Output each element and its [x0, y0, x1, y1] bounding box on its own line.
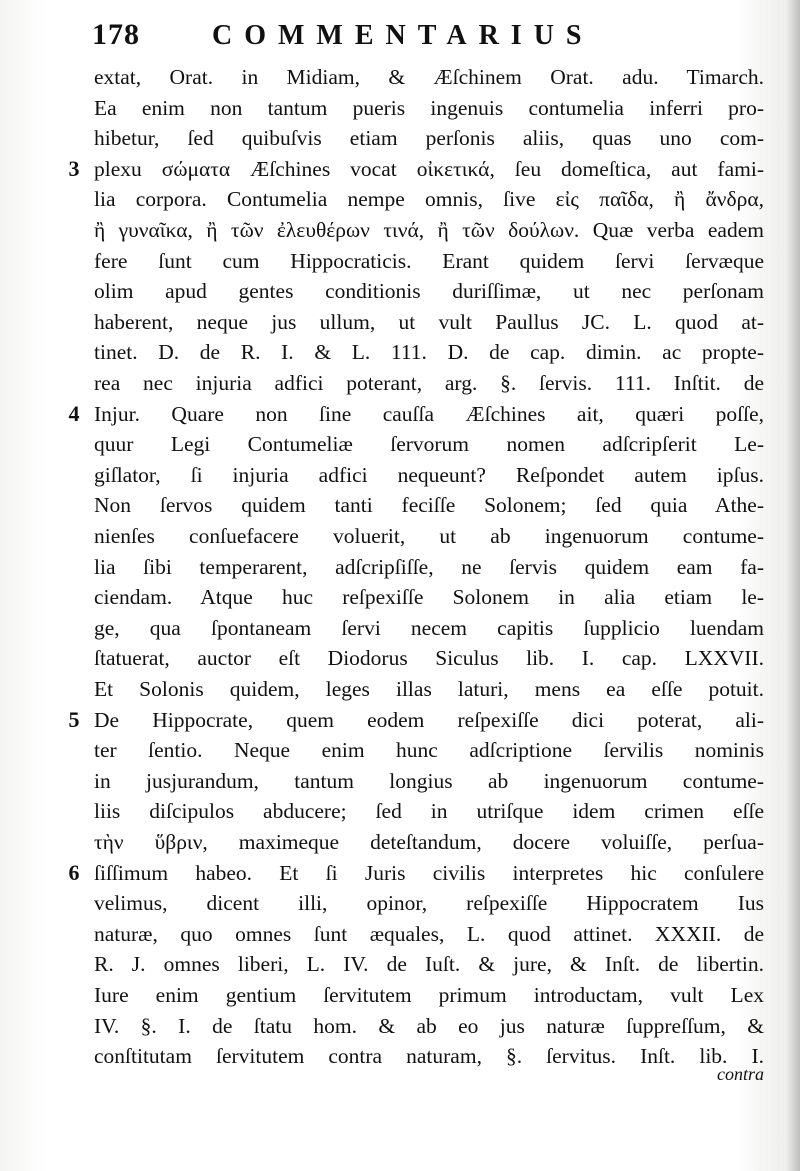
text-line: ſtatuerat, auctor eſt Diodorus Siculus lib. I. cap. LXXVII.	[94, 646, 764, 671]
text-line: olim apud gentes conditionis duriſſimæ, ut nec perſonam	[94, 279, 764, 304]
marginal-paragraph-number: 6	[68, 859, 80, 885]
text-line: giſlator, ſi injuria adfici nequeunt? Reſpondet autem ipſus.	[94, 462, 764, 487]
text-line: R. J. omnes liberi, L. IV. de Iuſt. & jure, & Inſt. de libertin.	[94, 952, 764, 977]
text-line: nienſes conſuefacere voluerit, ut ab ingenuorum contume-	[94, 524, 764, 548]
text-line: naturæ, quo omnes ſunt æquales, L. quod attinet. XXXII. de	[94, 921, 764, 946]
text-line: ge, qua ſpontaneam ſervi necem capitis ſupplicio luendam	[94, 615, 764, 640]
text-line: ciendam. Atque huc reſpexiſſe Solonem in alia etiam le-	[94, 585, 764, 610]
text-line: rea nec injuria adfici poterant, arg. §. ſervis. 111. Inſtit. de	[94, 371, 764, 395]
text-line: tinet. D. de R. I. & L. 111. D. de cap. dimin. ac propte-	[94, 340, 764, 365]
text-line: liis diſcipulos abducere; ſed in utriſque idem crimen eſſe	[94, 799, 764, 824]
running-title: COMMENTARIUS	[212, 20, 594, 51]
text-line: hibetur, ſed quibuſvis etiam perſonis aliis, quas uno com-	[94, 126, 764, 151]
text-line: lia corpora. Contumelia nempe omnis, ſive εἰς παῖδα, ἢ ἄνδρα,	[94, 187, 764, 212]
text-line: lia ſibi temperarent, adſcripſiſſe, ne ſervis quidem eam fa-	[94, 554, 764, 579]
text-line: ter ſentio. Neque enim hunc adſcriptione ſervilis nominis	[94, 738, 764, 763]
marginal-paragraph-number: 3	[68, 155, 80, 181]
gutter-shadow	[786, 0, 800, 1171]
page-number: 178	[92, 18, 140, 51]
text-line: IV. §. I. de ſtatu hom. & ab eo jus naturæ ſuppreſſum, &	[94, 1013, 764, 1038]
text-line: Ea enim non tantum pueris ingenuis contumelia inferri pro-	[94, 95, 764, 120]
text-line: plexu σώματα Æſchines vocat οἰκετικά, ſeu domeſtica, aut fami-	[94, 156, 764, 181]
text-line: Iure enim gentium ſervitutem primum introductam, vult Lex	[94, 983, 764, 1007]
text-line: τὴν ὕβριν, maximeque deteſtandum, docere voluiſſe, perſua-	[94, 830, 764, 854]
text-line: ſiſſimum habeo. Et ſi Juris civilis interpretes hic conſulere	[94, 860, 764, 885]
text-line: fere ſunt cum Hippocraticis. Erant quidem ſervi ſervæque	[94, 248, 764, 273]
marginal-paragraph-number: 5	[68, 706, 80, 732]
text-line: Et Solonis quidem, leges illas laturi, mens ea eſſe potuit.	[94, 677, 764, 701]
text-line: extat, Orat. in Midiam, & Æſchinem Orat. adu. Timarch.	[94, 65, 764, 89]
text-line: conſtitutam ſervitutem contra naturam, §. ſervitus. Inſt. lib. I.	[94, 1044, 764, 1069]
page-header	[92, 14, 652, 60]
text-line: quur Legi Contumeliæ ſervorum nomen adſcripſerit Le-	[94, 432, 764, 457]
text-line: Injur. Quare non ſine cauſſa Æſchines ait, quæri poſſe,	[94, 401, 764, 426]
text-line: haberent, neque jus ullum, ut vult Paullus JC. L. quod at-	[94, 309, 764, 334]
catchword: contra	[717, 1064, 764, 1084]
text-line: Non ſervos quidem tanti feciſſe Solonem; ſed quia Athe-	[94, 493, 764, 518]
marginal-paragraph-number: 4	[68, 400, 80, 426]
text-line: De Hippocrate, quem eodem reſpexiſſe dici poterat, ali-	[94, 707, 764, 732]
text-line: ἢ γυναῖκα, ἢ τῶν ἐλευθέρων τινά, ἢ τῶν δούλων. Quæ verba eadem	[94, 218, 764, 242]
text-line: velimus, dicent illi, opinor, reſpexiſſe Hippocratem Ius	[94, 891, 764, 916]
text-line: in jusjurandum, tantum longius ab ingenuorum contume-	[94, 768, 764, 793]
